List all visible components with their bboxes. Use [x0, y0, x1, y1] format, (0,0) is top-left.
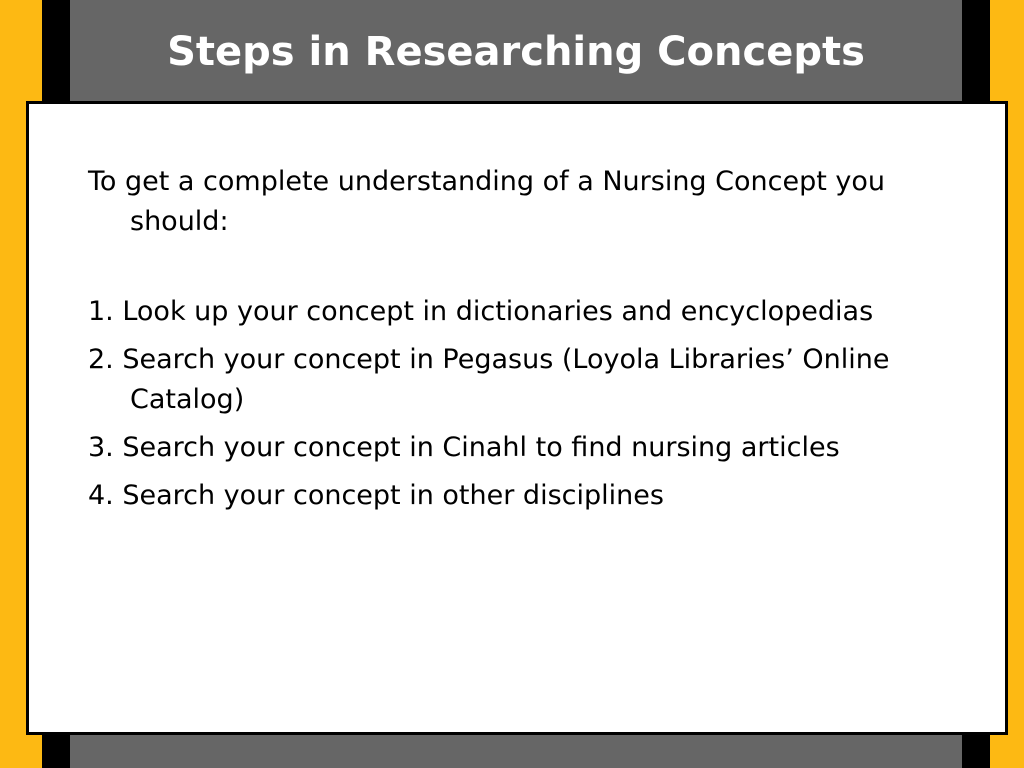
intro-text: To get a complete understanding of a Nursing Concept you should: — [88, 166, 886, 237]
step-2: 2. Search your concept in Pegasus (Loyola Libraries’ Online Catalog) — [88, 344, 890, 415]
step-3: 3. Search your concept in Cinahl to find nursing articles — [88, 432, 840, 463]
slide-body — [88, 162, 948, 524]
slide-title: Steps in Researching Concepts — [167, 29, 865, 75]
step-4: 4. Search your concept in other disciplines — [88, 480, 664, 511]
step-1: 1. Look up your concept in dictionaries and encyclopedias — [88, 296, 874, 327]
